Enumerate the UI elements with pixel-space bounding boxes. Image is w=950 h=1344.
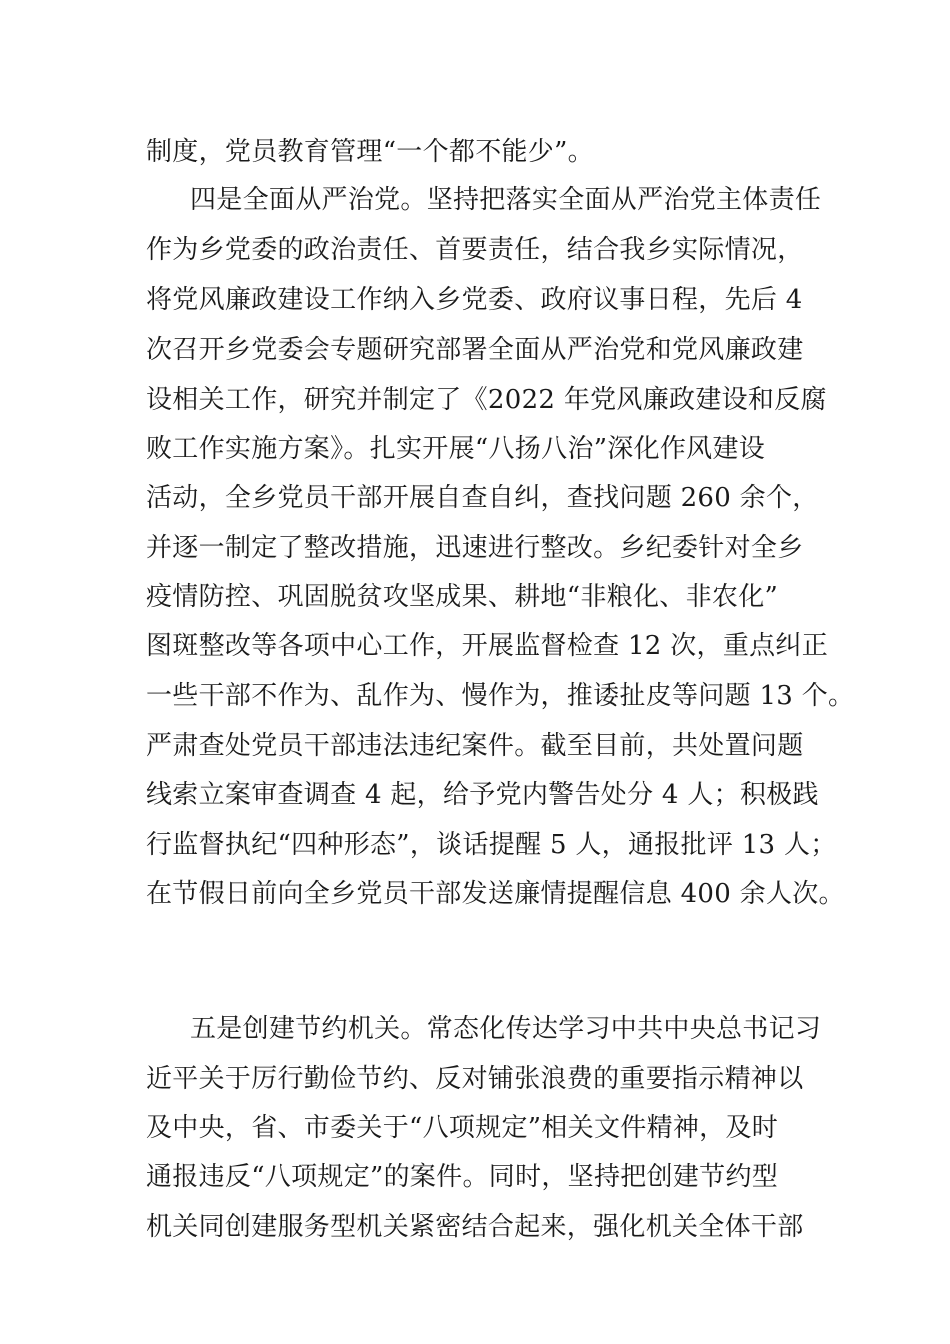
text-line: 严肃查处党员干部违法违纪案件。截至目前，共处置问题 xyxy=(146,731,804,761)
text-line: 作为乡党委的政治责任、首要责任，结合我乡实际情况， xyxy=(146,235,804,265)
text-line: 及中央，省、市委关于“八项规定”相关文件精神，及时 xyxy=(146,1113,779,1143)
text-line: 败工作实施方案》。扎实开展“八扬八治”深化作风建设 xyxy=(146,434,766,464)
text-line: 活动，全乡党员干部开展自查自纠，查找问题 260 余个， xyxy=(146,483,819,513)
paragraph-start-line: 四是全面从严治党。坚持把落实全面从严治党主体责任 xyxy=(190,185,822,215)
text-line: 通报违反“八项规定”的案件。同时，坚持把创建节约型 xyxy=(146,1162,779,1192)
text-line: 设相关工作，研究并制定了《2022 年党风廉政建设和反腐 xyxy=(146,385,827,415)
text-line: 近平关于厉行勤俭节约、反对铺张浪费的重要指示精神以 xyxy=(146,1064,804,1094)
text-line: 疫情防控、巩固脱贫攻坚成果、耕地“非粮化、非农化” xyxy=(146,582,779,612)
text-line: 图斑整改等各项中心工作，开展监督检查 12 次，重点纠正 xyxy=(146,631,829,661)
paragraph-start-line: 五是创建节约机关。常态化传达学习中共中央总书记习 xyxy=(190,1014,822,1044)
text-line: 次召开乡党委会专题研究部署全面从严治党和党风廉政建 xyxy=(146,335,804,365)
text-line: 制度，党员教育管理“一个都不能少”。 xyxy=(146,137,594,167)
text-line: 将党风廉政建设工作纳入乡党委、政府议事日程，先后 4 xyxy=(146,285,803,315)
text-line: 线索立案审查调查 4 起，给予党内警告处分 4 人；积极践 xyxy=(146,780,819,810)
text-line: 一些干部不作为、乱作为、慢作为，推诿扯皮等问题 13 个。 xyxy=(146,681,855,711)
text-line: 机关同创建服务型机关紧密结合起来，强化机关全体干部 xyxy=(146,1212,804,1242)
text-line: 在节假日前向全乡党员干部发送廉情提醒信息 400 余人次。 xyxy=(146,879,845,909)
text-line: 行监督执纪“四种形态”，谈话提醒 5 人，通报批评 13 人； xyxy=(146,830,837,860)
text-line: 并逐一制定了整改措施，迅速进行整改。乡纪委针对全乡 xyxy=(146,533,804,563)
